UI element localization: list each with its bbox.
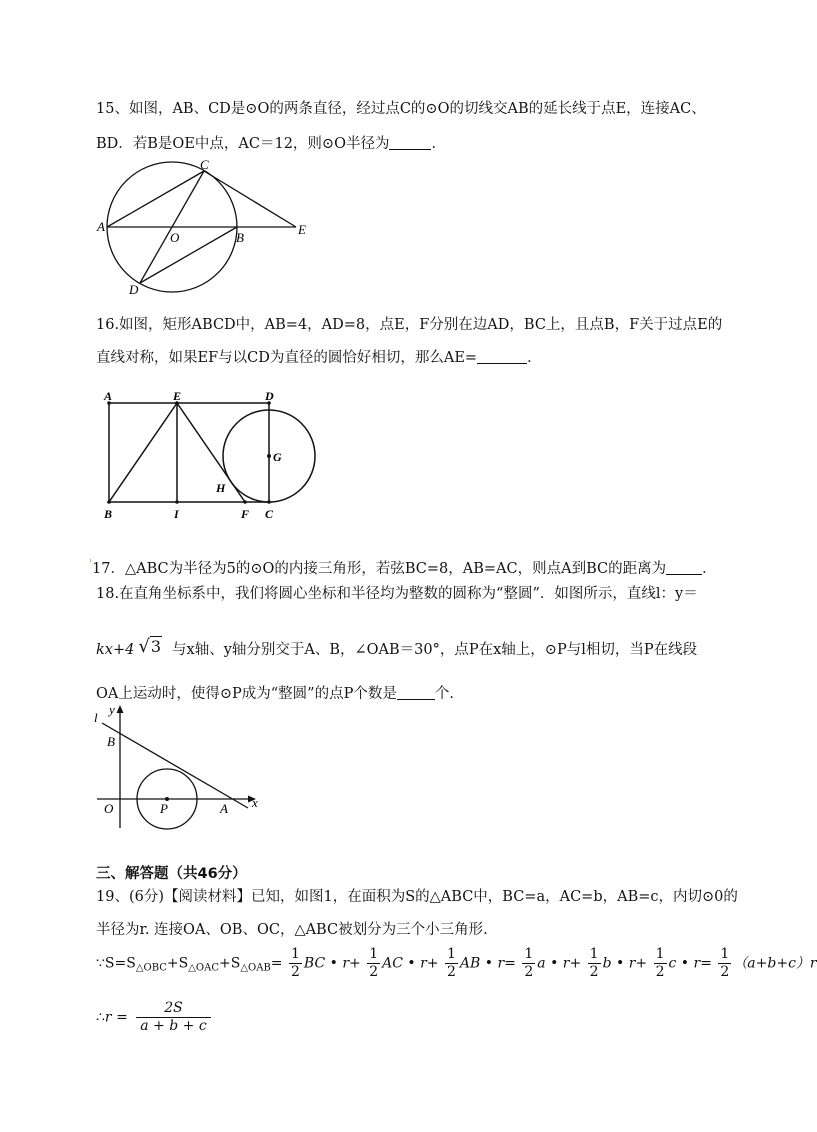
q19-text-line1: 19、(6分)【阅读材料】已知，如图1，在面积为S的△ABC中，BC=a，AC=b，AB=c，内切⊙0的 (96, 889, 738, 905)
q16-label-A: A (104, 389, 113, 403)
q15-number: 15 (96, 101, 115, 117)
frac-den: 2 (446, 964, 456, 980)
q19-r-eq: r = (104, 1009, 128, 1026)
q18-sqrt-arg: 3 (150, 637, 162, 656)
q18-text-line2: 与x轴、y轴分别交于A、B，∠OAB＝30°，点P在x轴上，⊙P与l相切，当P在线段 (172, 642, 698, 658)
q15-tangent-CE (204, 171, 296, 227)
q18-sqrt-sign: √ (138, 636, 150, 657)
q15-label-A: A (97, 219, 105, 234)
q19-frac-6 (654, 946, 667, 981)
q19-result (96, 1000, 213, 1035)
q19-therefore: ∴ (96, 1009, 105, 1026)
q17-text-end: ． (702, 561, 717, 577)
frac-num: 1 (290, 946, 300, 962)
q19-frac-2 (367, 946, 380, 981)
q17-text: 17．△ABC为半径为5的⊙O的内接三角形，若弦BC=8，AB=AC，则点A到BC的距离为 (92, 561, 667, 577)
q19-formula (96, 946, 817, 981)
q15-text-end: ． (431, 136, 446, 152)
q19-f-because: ∵S=S (96, 955, 136, 972)
frac-num: 1 (524, 946, 534, 962)
section3-heading: 三、解答题（共46分） (96, 866, 247, 882)
q16-point-C (267, 500, 271, 504)
q18-text-line1: 18.在直角坐标系中，我们将圆心坐标和半径均为整数的圆称为“整圆”．如图所示，直线l：y＝ (96, 586, 698, 602)
q16-point-F (243, 500, 247, 504)
q16-line-BE (109, 403, 177, 502)
q18-sqrt (138, 636, 162, 657)
q19-text-line2: 半径为r. 连接OA、OB、OC，△ABC被划分为三个小三角形. (96, 922, 488, 938)
q16-text-line1: 16.如图，矩形ABCD中，AB=4，AD=8，点E，F分别在边AD，BC上，且点B，F关于过点E的 (96, 317, 723, 333)
q15-line-AC (107, 171, 204, 227)
q19-f-t4: a • r+ (537, 955, 582, 972)
q18-label-x: x (252, 795, 258, 810)
q16-label-B: B (104, 507, 113, 521)
q18-line3 (96, 682, 464, 703)
q15-text-line1: 、如图，AB、CD是⊙O的两条直径，经过点C的⊙O的切线交AB的延长线于点E，连接AC、 (114, 101, 706, 117)
q15-line1 (96, 97, 706, 118)
q16-point-I (175, 500, 179, 504)
q19-f-t3: AB • r= (459, 955, 516, 972)
q16-label-E: E (173, 389, 182, 403)
q18-label-B: B (107, 734, 115, 749)
q15-line2 (96, 132, 446, 153)
q19-frac-7 (718, 946, 731, 981)
q15-label-E: E (298, 222, 306, 237)
q19-frac-3 (445, 946, 458, 981)
q19-frac-1 (289, 946, 302, 981)
q15-figure (96, 158, 326, 298)
q19-f-t1: BC • r+ (303, 955, 361, 972)
q16-label-F: F (241, 507, 250, 521)
q19-f-eq: = (270, 955, 283, 972)
q15-text-line2: BD．若B是OE中点，AC＝12，则⊙O半径为 (96, 136, 390, 152)
frac-den: 2 (589, 964, 599, 980)
q16-line2 (96, 346, 542, 367)
q19-frac-4 (522, 946, 535, 981)
frac-num: 1 (589, 946, 599, 962)
q17-line1 (89, 557, 717, 578)
q18-label-l: l (94, 710, 98, 725)
q19-f-plus1: +S (166, 955, 189, 972)
q18-label-A: A (220, 801, 228, 816)
q18-expr-kx4: kx+4 (96, 642, 135, 658)
q16-label-I: I (174, 507, 179, 521)
q16-figure (96, 390, 326, 525)
q15-label-C: C (200, 157, 209, 172)
q18-label-P: P (160, 801, 168, 816)
q19-f-t6: c • r= (668, 955, 712, 972)
frac-den: 2 (655, 964, 665, 980)
q19-f-t2: AC • r+ (382, 955, 439, 972)
q15-label-B: B (236, 230, 244, 245)
q16-line1 (96, 313, 722, 334)
q18-text-line3: OA上运动时，使得⊙P成为“整圆”的点P个数是 (96, 686, 397, 702)
frac-num: 1 (446, 946, 456, 962)
frac-num: 1 (720, 946, 730, 962)
q19-f-t5: b • r+ (602, 955, 648, 972)
frac-num: 1 (369, 946, 379, 962)
q17-mark: ' (89, 557, 93, 570)
frac-den: 2 (720, 964, 730, 980)
q19-frac-5 (588, 946, 601, 981)
frac-den: 2 (369, 964, 379, 980)
q18-figure (92, 702, 267, 832)
q18-answer-blank (397, 699, 435, 700)
q16-text-line2: 直线对称，如果EF与以CD为直径的圆恰好相切，那么AE= (96, 350, 478, 366)
q19-f-sub1: △OBC (135, 962, 167, 974)
q18-line-l (102, 723, 248, 808)
q19-line2 (96, 918, 488, 939)
q19-f-sub2: △OAC (188, 962, 219, 974)
q19-f-t7: （a+b+c）r (733, 955, 817, 972)
q15-line-BD (140, 227, 237, 283)
q15-label-D: D (129, 282, 139, 297)
q19-f-plus2: +S (219, 955, 241, 972)
q18-line1 (96, 582, 698, 603)
q19-result-frac (136, 1000, 210, 1035)
q16-label-H: H (216, 481, 226, 495)
q16-text-end: ． (527, 350, 542, 366)
q19-line1 (96, 885, 738, 906)
q16-point-B (107, 500, 111, 504)
q15-answer-blank (389, 149, 431, 150)
q19-result-den: a + b + c (136, 1017, 210, 1035)
q18-y-arrow (117, 705, 124, 713)
q18-label-y: y (109, 702, 115, 717)
frac-den: 2 (290, 964, 300, 980)
q18-text-end: 个． (434, 686, 464, 702)
frac-den: 2 (524, 964, 534, 980)
q16-point-G (267, 454, 271, 458)
q16-label-D: D (265, 389, 274, 403)
frac-num: 1 (655, 946, 665, 962)
q16-label-G: G (273, 450, 282, 464)
q18-line2 (96, 636, 697, 659)
q19-result-num: 2S (164, 1000, 183, 1016)
q17-answer-blank (666, 574, 702, 575)
q19-f-sub3: △OAB (240, 962, 271, 974)
q16-label-C: C (265, 507, 274, 521)
q16-answer-blank (477, 363, 527, 364)
q18-label-O: O (104, 801, 114, 816)
q15-label-O: O (170, 230, 180, 245)
q16-rectangle-ABCD (109, 403, 269, 502)
